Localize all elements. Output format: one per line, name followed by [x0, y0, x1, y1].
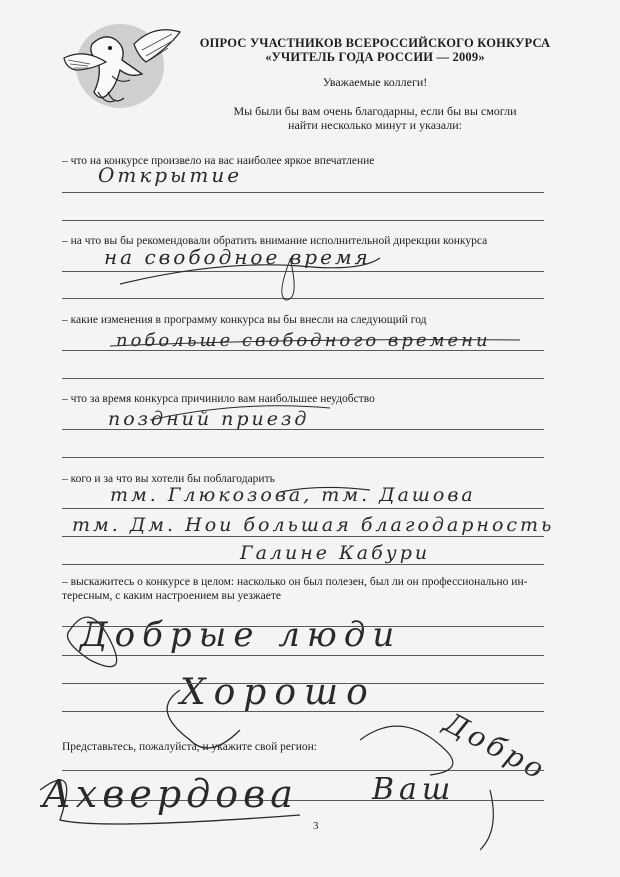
question-5-answer-line-1: тм. Глюкозова, тм. Дашова	[110, 484, 476, 506]
question-7-answer-name: Ахвердова	[42, 772, 298, 816]
question-6-answer-line-1: Добрые люди	[80, 615, 402, 655]
greeting: Уважаемые коллеги!	[322, 75, 428, 89]
page-number: 3	[313, 820, 319, 832]
question-4-label: – что за время конкурса причинило вам наибольшее неудобство	[62, 393, 375, 405]
question-5-answer-line-3: Галине Кабури	[240, 542, 431, 564]
question-6-label-line-2: тересным, с каким настроением вы уезжаете	[62, 590, 282, 602]
question-2-label: – на что вы бы рекомендовали обратить внимание исполнительной дирекции конкурса	[62, 235, 488, 247]
question-7-label: Представьтесь, пожалуйста, и укажите свой регион:	[62, 741, 317, 753]
question-1-answer: Открытие	[98, 163, 243, 187]
question-4-answer: поздний приезд	[108, 408, 310, 430]
survey-title-line-2: «УЧИТЕЛЬ ГОДА РОССИИ — 2009»	[265, 50, 485, 64]
question-6-answer-line-2: Хорошо	[180, 672, 376, 713]
question-5-label: – кого и за что вы хотели бы поблагодарить	[62, 473, 275, 485]
question-2-answer: на свободное время	[104, 245, 371, 269]
survey-title-line-1: ОПРОС УЧАСТНИКОВ ВСЕРОССИЙСКОГО КОНКУРСА	[199, 36, 551, 50]
question-7-answer-region: Ваш	[372, 772, 456, 807]
intro-line-2: найти несколько минут и указали:	[288, 118, 462, 132]
question-3-answer: побольше свободного времени	[116, 330, 491, 351]
question-3-label: – какие изменения в программу конкурса вы бы внесли на следующий год	[62, 314, 427, 326]
intro-line-1: Мы были бы вам очень благодарны, если бы вы смогли	[233, 104, 517, 118]
question-6-label-line-1: – выскажитесь о конкурсе в целом: насколько он был полезен, был ли он профессионально ин-	[62, 576, 528, 588]
question-6-answer-line-3: Добро	[438, 705, 553, 788]
question-1-label: – что на конкурсе произвело на вас наиболее яркое впечатление	[62, 155, 375, 167]
question-5-answer-line-2: тм. Дм. Нои большая благодарность	[72, 514, 555, 536]
